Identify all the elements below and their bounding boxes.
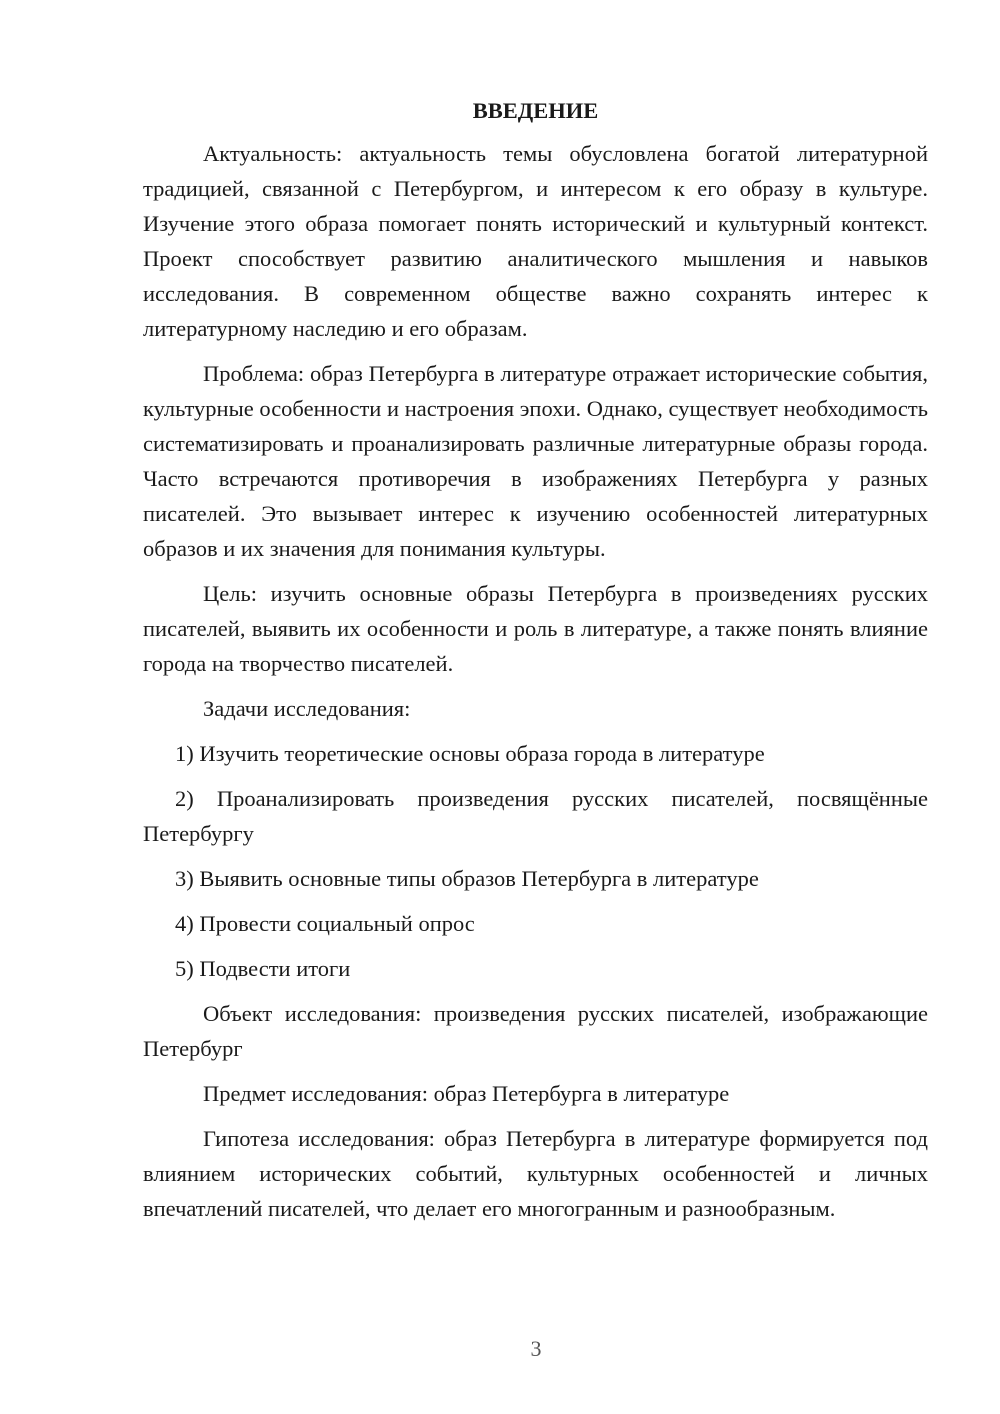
- paragraph-subject: Предмет исследования: образ Петербурга в литературе: [203, 1081, 730, 1106]
- task-item-1: 1) Изучить теоретические основы образа города в литературе: [175, 741, 765, 766]
- document-page: [143, 93, 928, 1236]
- task-item-4: 4) Провести социальный опрос: [175, 911, 475, 936]
- paragraph-relevance: Актуальность: актуальность темы обусловлена богатой литературной традицией, связанной с Петербургом, и интересом к его образу в культуре. Изучение этого образа помогает понять исторический и культурный контекст. Проект способствует развитию аналитического мышления и навыков исследования. В современном обществе важно сохранять интерес к литературному наследию и его образам.: [143, 141, 928, 341]
- task-item-5: 5) Подвести итоги: [175, 956, 351, 981]
- page-number: 3: [530, 1336, 542, 1361]
- paragraph-hypothesis: Гипотеза исследования: образ Петербурга в литературе формируется под влиянием исторических событий, культурных особенностей и личных впечатлений писателей, что делает его многогранным и разнообразным.: [143, 1126, 928, 1221]
- tasks-heading: Задачи исследования:: [203, 696, 411, 721]
- task-item-2: 2) Проанализировать произведения русских писателей, посвящённые Петербургу: [143, 786, 928, 846]
- task-item-3: 3) Выявить основные типы образов Петербурга в литературе: [175, 866, 759, 891]
- paragraph-goal: Цель: изучить основные образы Петербурга в произведениях русских писателей, выявить их особенности и роль в литературе, а также понять влияние города на творчество писателей.: [143, 581, 928, 676]
- paragraph-object: Объект исследования: произведения русских писателей, изображающие Петербург: [143, 1001, 928, 1061]
- page-title: ВВЕДЕНИЕ: [472, 98, 599, 123]
- paragraph-problem: Проблема: образ Петербурга в литературе отражает исторические события, культурные особенности и настроения эпохи. Однако, существует необходимость систематизировать и проанализировать различные литературные образы города. Часто встречаются противоречия в изображениях Петербурга у разных писателей. Это вызывает интерес к изучению особенностей литературных образов и их значения для понимания культуры.: [143, 361, 928, 561]
